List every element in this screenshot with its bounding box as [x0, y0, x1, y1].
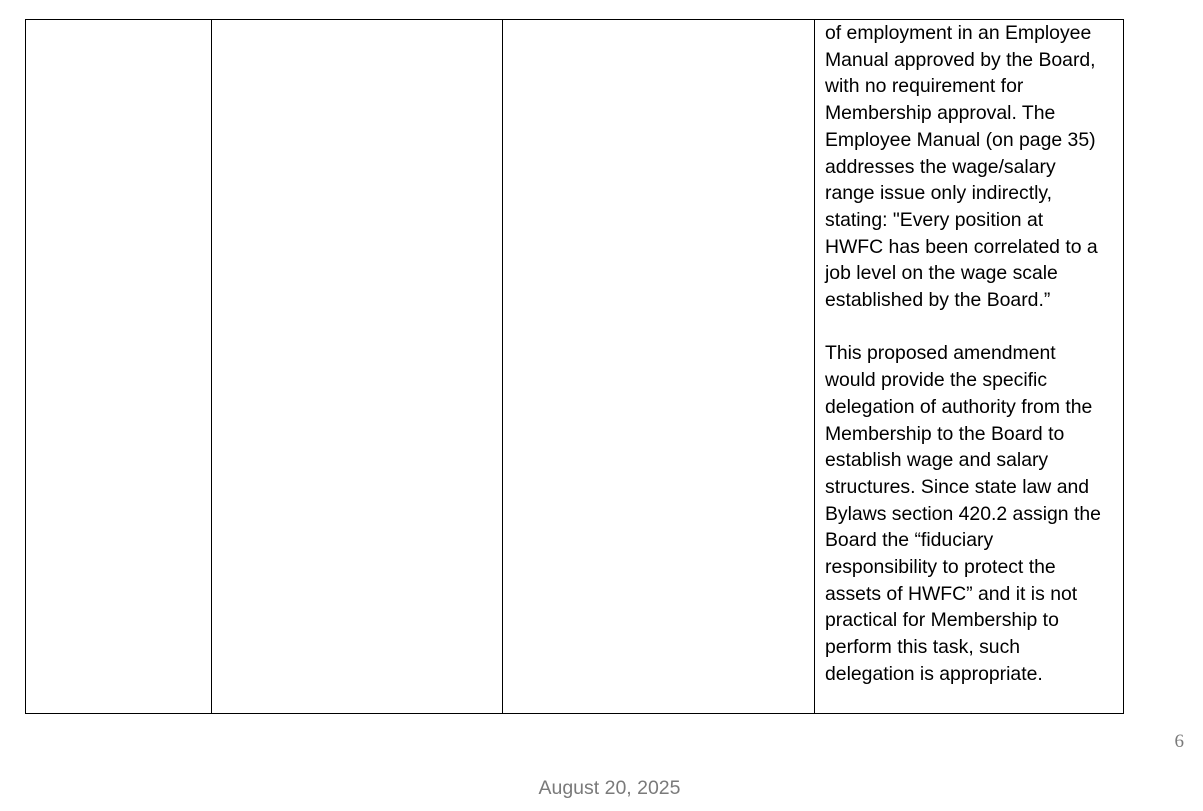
table-row: [26, 20, 1124, 714]
table-cell-col-3: [503, 20, 815, 714]
footer-date: August 20, 2025: [538, 777, 681, 799]
table-cell-col-4: [815, 20, 1124, 714]
table-cell-col-2: [212, 20, 503, 714]
rationale-paragraph-1: of employment in an Employee Manual approved by the Board, with no requirement for Membership approval. The Employee Manual (on page 35) addresses the wage/salary range issue only indirectly, stating: "Every position at HWFC has been correlated to a job level on the wage scale established by the Board.”: [825, 22, 1098, 312]
table-cell-col-1: [26, 20, 212, 714]
rationale-paragraph-2: This proposed amendment would provide the specific delegation of authority from the Membership to the Board to establish wage and salary structures. Since state law and Bylaws section 420.2 assign the Board the “fiduciary responsibility to protect the assets of HWFC” and it is not practical for Membership to perform this task, such delegation is appropriate.: [825, 342, 1101, 685]
amendment-table: [25, 19, 1124, 714]
page-number: 6: [1174, 731, 1184, 752]
